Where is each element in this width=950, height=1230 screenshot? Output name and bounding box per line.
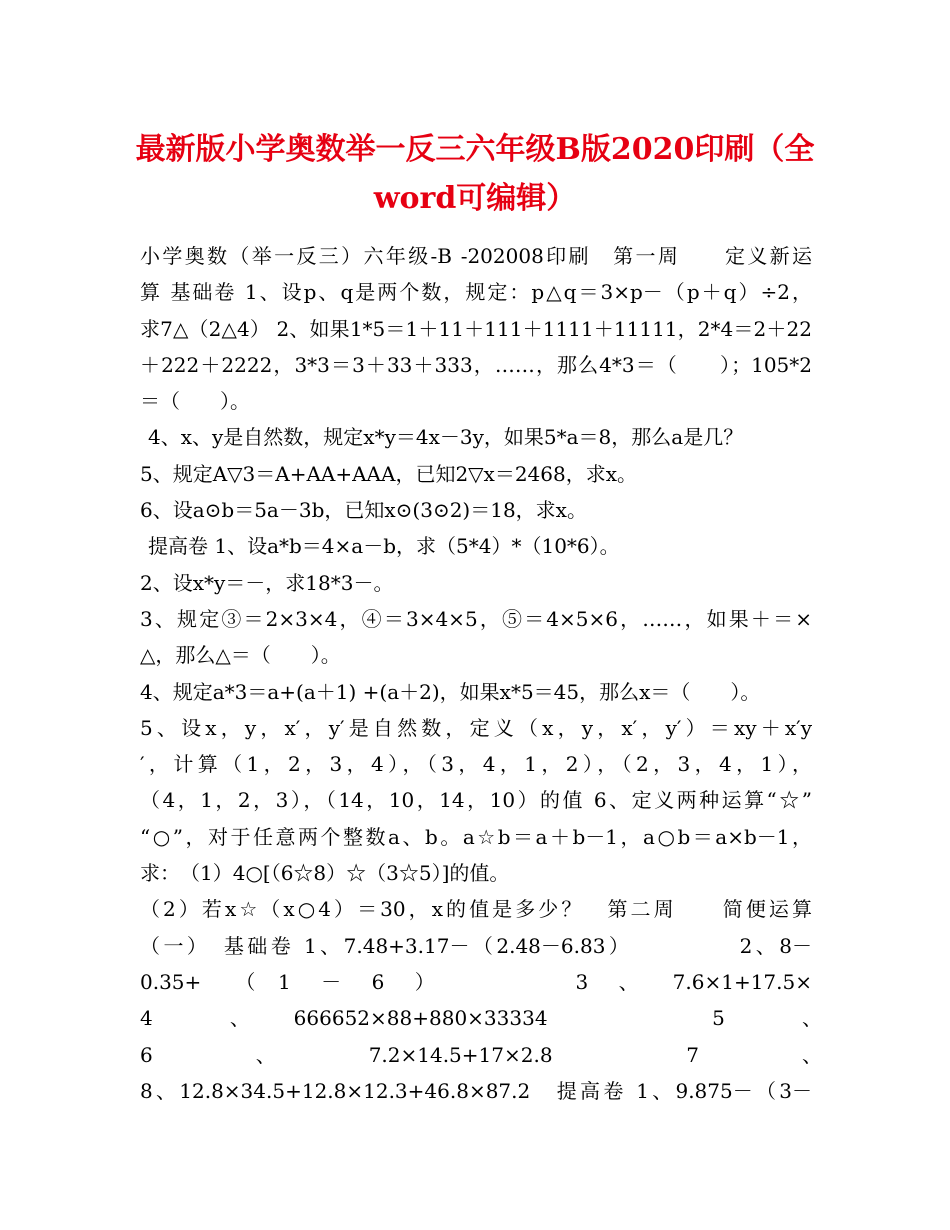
body-line-16: （4，1，2，3），（14，10，14，10）的值 6、定义两种运算“☆” <box>140 788 812 813</box>
body-line-15: ′，计算（1，2，3，4），（3，4，1，2），（2，3，4，1）， <box>140 752 812 777</box>
document-title-line-1: 最新版小学奥数举一反三六年级B版2020印刷（全 <box>135 132 815 167</box>
body-line-4: ＋222＋2222，3*3＝3＋33＋333，……，那么4*3＝（ ）；105*2 <box>140 352 812 377</box>
body-line-24: 8、12.8×34.5+12.8×12.3+46.8×87.2 提高卷 1、9.875－（3－ <box>140 1078 812 1103</box>
document-body <box>140 238 812 1109</box>
body-line-7: 5、规定A▽3＝A+AA+AAA，已知2▽x＝2468，求x。 <box>140 461 638 486</box>
body-line-6: 4、x、y是自然数，规定x*y＝4x－3y，如果5*a＝8，那么a是几？ <box>148 425 744 450</box>
body-line-11: 3、规定③＝2×3×4，④＝3×4×5，⑤＝4×5×6，……，如果＋＝× <box>140 606 812 631</box>
body-line-9: 提高卷 1、设a*b＝4×a－b，求（5*4）*（10*6）。 <box>148 534 620 559</box>
body-line-5: ＝（ ）。 <box>140 389 250 414</box>
body-line-14: 5、设x，y，x′，y′是自然数，定义（x，y，x′，y′）＝xy＋x′y <box>140 715 812 740</box>
body-line-3: 求7△（2△4） 2、如果1*5＝1＋11＋111＋1111＋11111，2*4＝2＋22 <box>140 316 812 341</box>
body-line-22: 4 、 666652×88+880×33334 5 、 <box>140 1006 812 1031</box>
body-line-2: 算 基础卷 1、设p、q是两个数，规定：p△q＝3×p－（p＋q）÷2， <box>140 280 812 305</box>
body-line-19: （2）若x☆（x○4）＝30，x的值是多少？ 第二周 简便运算 <box>140 897 812 922</box>
body-line-23: 6 、 7.2×14.5+17×2.8 7 、 <box>140 1042 812 1067</box>
document-title-line-2: word可编辑） <box>373 181 577 216</box>
body-line-10: 2、设x*y＝－，求18*3－。 <box>140 570 394 595</box>
body-line-20: （一） 基础卷 1、7.48+3.17－（2.48－6.83） 2、8－ <box>140 933 812 958</box>
body-line-21: 0.35+ （ 1 － 6 ） 3 、 7.6×1+17.5× <box>140 969 812 994</box>
body-line-18: 求： （1）4○[（6☆8）☆（3☆5）]的值。 <box>140 861 510 886</box>
body-line-13: 4、规定a*3＝a+(a＋1) +(a＋2)，如果x*5＝45，那么x＝（ ）。 <box>140 679 761 704</box>
body-line-17: “○”，对于任意两个整数a、b。a☆b＝a＋b－1，a○b＝a×b－1， <box>140 824 812 849</box>
body-line-8: 6、设a⊙b＝5a－3b，已知x⊙(3⊙2)＝18，求x。 <box>140 498 587 523</box>
body-line-1: 小学奥数（举一反三）六年级-B -202008印刷 第一周 定义新运 <box>140 244 812 268</box>
body-line-12: △，那么△＝（ ）。 <box>140 643 341 668</box>
